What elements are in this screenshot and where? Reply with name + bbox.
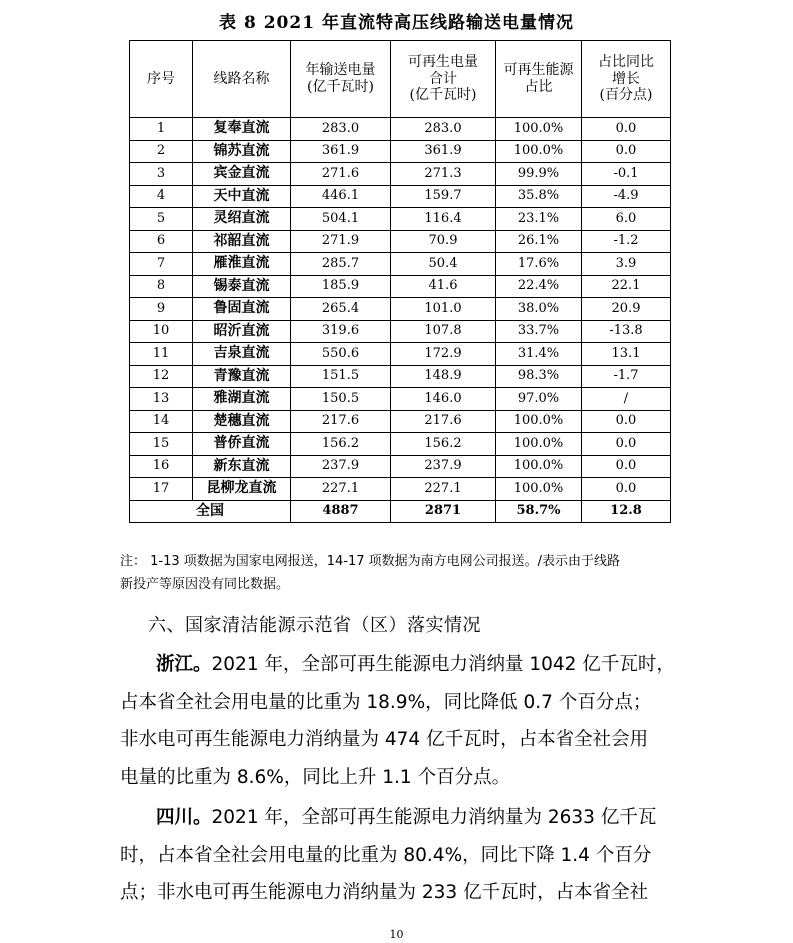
- paragraph-zhejiang: [120, 646, 680, 796]
- table-cell: 97.0%: [496, 388, 582, 411]
- table-cell: 172.9: [391, 343, 496, 366]
- column-header: 序号: [130, 41, 193, 118]
- table-cell: 35.8%: [496, 185, 582, 208]
- paragraph-sichuan: [120, 799, 680, 912]
- table-cell: 3: [130, 163, 193, 186]
- table-cell: 41.6: [391, 275, 496, 298]
- table-cell: 9: [130, 298, 193, 321]
- column-header: 线路名称: [193, 41, 291, 118]
- table-cell: 100.0%: [496, 410, 582, 433]
- table-cell: 1: [130, 118, 193, 141]
- table-cell: 100.0%: [496, 478, 582, 501]
- table-cell: 33.7%: [496, 320, 582, 343]
- table-cell: 265.4: [291, 298, 391, 321]
- table-cell: 100.0%: [496, 433, 582, 456]
- table-row: [130, 343, 671, 366]
- table-cell: 鲁固直流: [193, 298, 291, 321]
- table-cell: 吉泉直流: [193, 343, 291, 366]
- table-cell: 14: [130, 410, 193, 433]
- table-row: [130, 118, 671, 141]
- table-row: [130, 388, 671, 411]
- table-cell: 0.0: [582, 455, 671, 478]
- table-cell: 15: [130, 433, 193, 456]
- table-cell: 3.9: [582, 253, 671, 276]
- table-cell: 156.2: [391, 433, 496, 456]
- table-row: [130, 140, 671, 163]
- table-cell: 天中直流: [193, 185, 291, 208]
- table-cell: 446.1: [291, 185, 391, 208]
- table-cell: 107.8: [391, 320, 496, 343]
- table-cell: 98.3%: [496, 365, 582, 388]
- table-cell: 昭沂直流: [193, 320, 291, 343]
- table-cell: 13: [130, 388, 193, 411]
- table-caption: 表 8 2021 年直流特高压线路输送电量情况: [219, 13, 574, 33]
- table-row: [130, 208, 671, 231]
- table-cell: 22.1: [582, 275, 671, 298]
- table-cell: 217.6: [291, 410, 391, 433]
- table-cell: 0.0: [582, 478, 671, 501]
- table-row: [130, 253, 671, 276]
- table-row: [130, 275, 671, 298]
- table-cell: 116.4: [391, 208, 496, 231]
- paragraph-line: 占本省全社会用电量的比重为 18.9%，同比降低 0.7 个百分点；: [120, 691, 652, 713]
- table-cell: 227.1: [291, 478, 391, 501]
- table-cell: 283.0: [291, 118, 391, 141]
- table-cell: 146.0: [391, 388, 496, 411]
- table-cell: 新东直流: [193, 455, 291, 478]
- table-cell: 13.1: [582, 343, 671, 366]
- paragraph-line: 非水电可再生能源电力消纳量为 474 亿千瓦时，占本省全社会用: [120, 729, 649, 750]
- column-header: 可再生电量 合计 (亿千瓦时): [391, 41, 496, 118]
- table-cell: 4887: [291, 500, 391, 523]
- table-cell: 504.1: [291, 208, 391, 231]
- table-cell: 7: [130, 253, 193, 276]
- table-cell: 151.5: [291, 365, 391, 388]
- paragraph-lead: 四川。: [156, 807, 212, 828]
- table-cell: 271.3: [391, 163, 496, 186]
- table-cell: 4: [130, 185, 193, 208]
- table-total-row: [130, 500, 671, 523]
- table-cell: 31.4%: [496, 343, 582, 366]
- section-title: 六、国家清洁能源示范省（区）落实情况: [148, 615, 481, 636]
- paragraph-lead: 浙江。: [156, 654, 212, 675]
- table-cell: 青豫直流: [193, 365, 291, 388]
- table-cell: 237.9: [291, 455, 391, 478]
- table-cell: 8: [130, 275, 193, 298]
- table-cell: 锡泰直流: [193, 275, 291, 298]
- table-cell: -4.9: [582, 185, 671, 208]
- table-cell: 灵绍直流: [193, 208, 291, 231]
- paragraph-line: 浙江。2021 年，全部可再生能源电力消纳量 1042 亿千瓦时，: [156, 654, 675, 675]
- table-row: [130, 230, 671, 253]
- table-cell: 23.1%: [496, 208, 582, 231]
- table-header-row: [130, 41, 671, 118]
- table-cell: 283.0: [391, 118, 496, 141]
- table-cell: 0.0: [582, 140, 671, 163]
- table-row: [130, 298, 671, 321]
- table-cell: 复奉直流: [193, 118, 291, 141]
- table-cell: 271.6: [291, 163, 391, 186]
- table-cell: 285.7: [291, 253, 391, 276]
- page-number: 10: [389, 928, 404, 941]
- table-cell: 楚穗直流: [193, 410, 291, 433]
- table-cell: 99.9%: [496, 163, 582, 186]
- table-cell: -13.8: [582, 320, 671, 343]
- table-cell: 156.2: [291, 433, 391, 456]
- table-cell: 宾金直流: [193, 163, 291, 186]
- table-cell: 普侨直流: [193, 433, 291, 456]
- transmission-table: [129, 40, 671, 523]
- paragraph-line: 点；非水电可再生能源电力消纳量为 233 亿千瓦时，占本省全社: [120, 882, 649, 903]
- table-cell: -1.2: [582, 230, 671, 253]
- table-cell: 58.7%: [496, 500, 582, 523]
- table-cell: 6: [130, 230, 193, 253]
- table-cell: 2871: [391, 500, 496, 523]
- table-cell: 159.7: [391, 185, 496, 208]
- table-row: [130, 455, 671, 478]
- table-cell: 22.4%: [496, 275, 582, 298]
- table-cell: 38.0%: [496, 298, 582, 321]
- table-note: [120, 550, 680, 596]
- table-cell: 150.5: [291, 388, 391, 411]
- note-line: 注： 1-13 项数据为国家电网报送，14-17 项数据为南方电网公司报送。/表示由于线路: [120, 554, 621, 569]
- table-cell: 全国: [130, 500, 291, 523]
- column-header: 年输送电量 (亿千瓦时): [291, 41, 391, 118]
- table-row: [130, 365, 671, 388]
- table-cell: 361.9: [291, 140, 391, 163]
- table-cell: 101.0: [391, 298, 496, 321]
- table-cell: 6.0: [582, 208, 671, 231]
- table-cell: 0.0: [582, 410, 671, 433]
- table-cell: 12: [130, 365, 193, 388]
- paragraph-line: 时，占本省全社会用电量的比重为 80.4%，同比下降 1.4 个百分: [120, 844, 652, 866]
- table-cell: 16: [130, 455, 193, 478]
- table-cell: 185.9: [291, 275, 391, 298]
- table-cell: 11: [130, 343, 193, 366]
- table-cell: 227.1: [391, 478, 496, 501]
- paragraph-line: 四川。2021 年，全部可再生能源电力消纳量为 2633 亿千瓦: [156, 807, 657, 828]
- paragraph-line: 电量的比重为 8.6%，同比上升 1.1 个百分点。: [120, 766, 511, 788]
- table-cell: -1.7: [582, 365, 671, 388]
- table-cell: 0.0: [582, 433, 671, 456]
- table-cell: /: [582, 388, 671, 411]
- table-row: [130, 433, 671, 456]
- table-cell: 2: [130, 140, 193, 163]
- table-cell: 雁淮直流: [193, 253, 291, 276]
- table-cell: 217.6: [391, 410, 496, 433]
- table-cell: 70.9: [391, 230, 496, 253]
- table-cell: 17.6%: [496, 253, 582, 276]
- table-cell: 10: [130, 320, 193, 343]
- table-row: [130, 410, 671, 433]
- table-cell: 17: [130, 478, 193, 501]
- table-row: [130, 478, 671, 501]
- table-cell: 0.0: [582, 118, 671, 141]
- column-header: 占比同比 增长 (百分点): [582, 41, 671, 118]
- table-cell: 319.6: [291, 320, 391, 343]
- table-cell: 550.6: [291, 343, 391, 366]
- table-cell: 237.9: [391, 455, 496, 478]
- table-cell: 5: [130, 208, 193, 231]
- table-cell: 锦苏直流: [193, 140, 291, 163]
- table-cell: 12.8: [582, 500, 671, 523]
- table-row: [130, 185, 671, 208]
- table-row: [130, 320, 671, 343]
- table-cell: 50.4: [391, 253, 496, 276]
- table-cell: 148.9: [391, 365, 496, 388]
- table-cell: 祁韶直流: [193, 230, 291, 253]
- table-cell: 100.0%: [496, 455, 582, 478]
- table-cell: 100.0%: [496, 118, 582, 141]
- table-cell: 昆柳龙直流: [193, 478, 291, 501]
- note-line: 新投产等原因没有同比数据。: [120, 577, 290, 592]
- table-cell: 100.0%: [496, 140, 582, 163]
- table-cell: 361.9: [391, 140, 496, 163]
- table-cell: 271.9: [291, 230, 391, 253]
- table-row: [130, 163, 671, 186]
- table-cell: 26.1%: [496, 230, 582, 253]
- table-cell: 20.9: [582, 298, 671, 321]
- column-header: 可再生能源 占比: [496, 41, 582, 118]
- table-cell: 雅湖直流: [193, 388, 291, 411]
- table-cell: -0.1: [582, 163, 671, 186]
